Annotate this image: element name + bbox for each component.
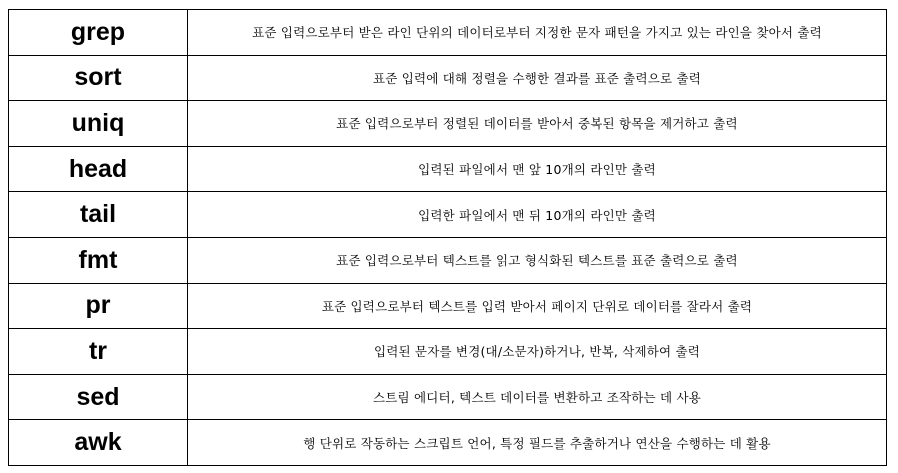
command-name: sed xyxy=(9,374,188,420)
table-row xyxy=(9,283,887,329)
command-description: 입력된 파일에서 맨 앞 10개의 라인만 출력 xyxy=(188,146,887,192)
table-row xyxy=(9,192,887,238)
command-name: uniq xyxy=(9,101,188,147)
command-description: 표준 입력에 대해 정렬을 수행한 결과를 표준 출력으로 출력 xyxy=(188,55,887,101)
command-table xyxy=(8,9,887,466)
command-description: 입력된 문자를 변경(대/소문자)하거나, 반복, 삭제하여 출력 xyxy=(188,329,887,375)
table-row xyxy=(9,329,887,375)
command-description: 스트림 에디터, 텍스트 데이터를 변환하고 조작하는 데 사용 xyxy=(188,374,887,420)
table-row xyxy=(9,10,887,56)
command-name: sort xyxy=(9,55,188,101)
command-name: head xyxy=(9,146,188,192)
table-row xyxy=(9,101,887,147)
table-row xyxy=(9,374,887,420)
command-name: awk xyxy=(9,420,188,466)
table-row xyxy=(9,420,887,466)
table-row xyxy=(9,237,887,283)
command-name: grep xyxy=(9,10,188,56)
command-description: 입력한 파일에서 맨 뒤 10개의 라인만 출력 xyxy=(188,192,887,238)
command-name: tail xyxy=(9,192,188,238)
command-description: 행 단위로 작동하는 스크립트 언어, 특정 필드를 추출하거나 연산을 수행하는 데 활용 xyxy=(188,420,887,466)
command-description: 표준 입력으로부터 받은 라인 단위의 데이터로부터 지정한 문자 패턴을 가지고 있는 라인을 찾아서 출력 xyxy=(188,10,887,56)
table-row xyxy=(9,55,887,101)
command-name: fmt xyxy=(9,237,188,283)
command-description: 표준 입력으로부터 텍스트를 읽고 형식화된 텍스트를 표준 출력으로 출력 xyxy=(188,237,887,283)
table-row xyxy=(9,146,887,192)
command-name: pr xyxy=(9,283,188,329)
command-name: tr xyxy=(9,329,188,375)
command-description: 표준 입력으로부터 정렬된 데이터를 받아서 중복된 항목을 제거하고 출력 xyxy=(188,101,887,147)
command-description: 표준 입력으로부터 텍스트를 입력 받아서 페이지 단위로 데이터를 잘라서 출력 xyxy=(188,283,887,329)
